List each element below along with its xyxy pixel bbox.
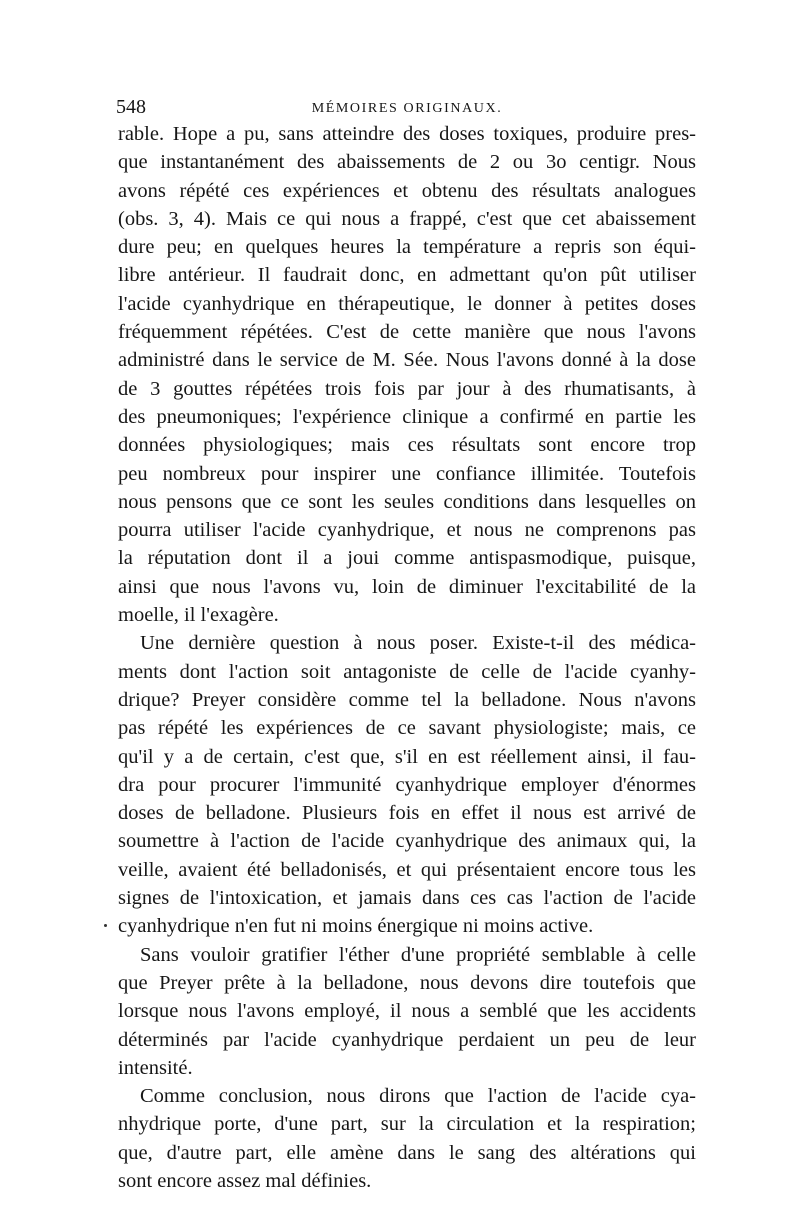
text-line: veille, avaient été belladonisés, et qui présentaient encore tous les	[118, 858, 696, 881]
text-line: que instantanément des abaissements de 2 ou 3o centigr. Nous	[118, 151, 696, 174]
text-line: lorsque nous l'avons employé, il nous a semblé que les accidents	[118, 1000, 696, 1023]
text-line: qu'il y a de certain, c'est que, s'il en est réellement ainsi, il fau-	[118, 745, 696, 768]
text-line: ainsi que nous l'avons vu, loin de diminuer l'excitabilité de la	[118, 575, 696, 598]
text-line: la réputation dont il a joui comme antispasmodique, puisque,	[118, 547, 696, 570]
text-line: peu nombreux pour inspirer une confiance illimitée. Toutefois	[118, 462, 696, 485]
text-line: administré dans le service de M. Sée. Nous l'avons donné à la dose	[118, 349, 696, 372]
text-line: Une dernière question à nous poser. Existe-t-il des médica-	[140, 632, 696, 655]
page-number: 548	[116, 96, 146, 118]
text-line: nhydrique porte, d'une part, sur la circulation et la respiration;	[118, 1113, 696, 1136]
paragraph-3	[118, 941, 696, 1082]
stray-dot-mark	[104, 924, 107, 927]
text-line: signes de l'intoxication, et jamais dans ces cas l'action de l'acide	[118, 887, 696, 910]
text-line: soumettre à l'action de l'acide cyanhydrique des animaux qui, la	[118, 830, 696, 853]
text-line: avons répété ces expériences et obtenu des résultats analogues	[118, 179, 696, 202]
text-line: ments dont l'action soit antagoniste de celle de l'acide cyanhy-	[118, 660, 696, 683]
paragraph-2	[118, 629, 696, 940]
text-line: rable. Hope a pu, sans atteindre des doses toxiques, produire pres-	[118, 123, 696, 145]
text-line: cyanhydrique n'en fut ni moins énergique ni moins active.	[118, 912, 696, 940]
text-line: moelle, il l'exagère.	[118, 604, 279, 627]
text-line: que, d'autre part, elle amène dans le sang des altérations qui	[118, 1141, 696, 1164]
text-line: Comme conclusion, nous dirons que l'action de l'acide cya-	[140, 1085, 696, 1108]
text-line: fréquemment répétées. C'est de cette manière que nous l'avons	[118, 321, 696, 344]
text-line: libre antérieur. Il faudrait donc, en admettant qu'on pût utiliser	[118, 264, 696, 287]
text-line: nous pensons que ce sont les seules conditions dans lesquelles on	[118, 490, 696, 513]
text-line: intensité.	[118, 1056, 193, 1079]
text-line: Sans vouloir gratifier l'éther d'une propriété semblable à celle	[140, 943, 696, 966]
text-line: sont encore assez mal définies.	[118, 1169, 372, 1192]
text-line: doses de belladone. Plusieurs fois en effet il nous est arrivé de	[118, 802, 696, 825]
text-line: l'acide cyanhydrique en thérapeutique, le donner à petites doses	[118, 292, 696, 315]
page	[118, 96, 696, 1195]
text-line: que Preyer prête à la belladone, nous devons dire toutefois que	[118, 971, 696, 994]
text-line: des pneumoniques; l'expérience clinique a confirmé en partie les	[118, 405, 696, 428]
text-line: dure peu; en quelques heures la température a repris son équi-	[118, 236, 696, 259]
running-title: MÉMOIRES ORIGINAUX.	[311, 101, 503, 116]
text-line: pourra utiliser l'acide cyanhydrique, et nous ne comprenons pas	[118, 519, 696, 542]
text-line: données physiologiques; mais ces résultats sont encore trop	[118, 434, 696, 457]
text-line: déterminés par l'acide cyanhydrique perdaient un peu de leur	[118, 1028, 696, 1051]
paragraph-4	[118, 1082, 696, 1195]
text-line: dra pour procurer l'immunité cyanhydrique employer d'énormes	[118, 773, 696, 796]
text-line: drique? Preyer considère comme tel la belladone. Nous n'avons	[118, 688, 696, 711]
running-head	[118, 96, 696, 118]
text-line: pas répété les expériences de ce savant physiologiste; mais, ce	[118, 717, 696, 740]
paragraph-1	[118, 120, 696, 629]
text-line: (obs. 3, 4). Mais ce qui nous a frappé, c'est que cet abaissement	[118, 207, 696, 230]
body-text	[118, 120, 696, 1195]
text-line: de 3 gouttes répétées trois fois par jour à des rhumatisants, à	[118, 377, 696, 400]
